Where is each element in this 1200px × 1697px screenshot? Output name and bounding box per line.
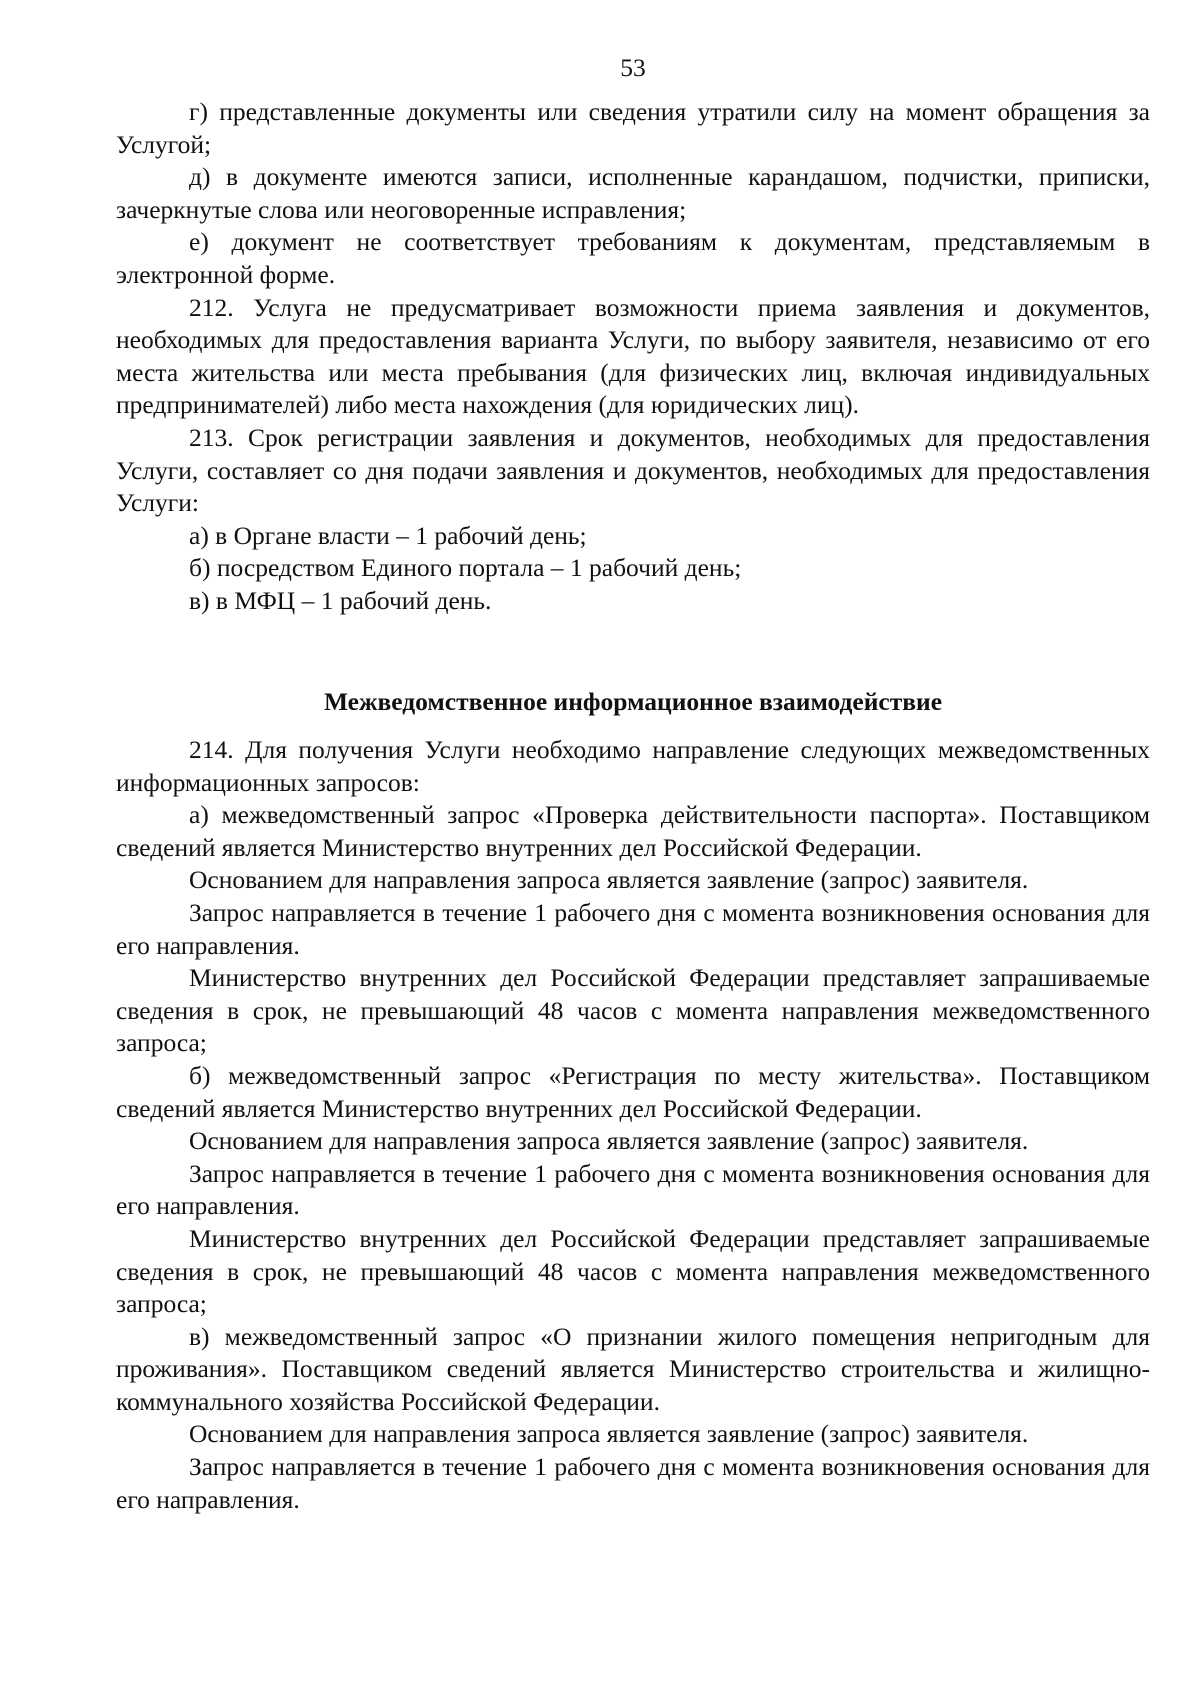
paragraph-basis-v: Основанием для направления запроса является заявление (запрос) заявителя.: [189, 1419, 1029, 1449]
paragraph-213-item-a: а) в Органе власти – 1 рабочий день;: [189, 520, 587, 550]
paragraph-response-b: Министерство внутренних дел Российской Федерации представляет запрашиваемые сведения в срок, не превышающий 48 часов с момента направления межведомственного запроса;: [116, 1223, 1150, 1319]
section-heading: Межведомственное информационное взаимодействие: [323, 687, 943, 716]
paragraphs-before-heading: [116, 96, 1150, 618]
paragraph-213-item-v: в) в МФЦ – 1 рабочий день.: [189, 585, 492, 615]
paragraph-213: 213. Срок регистрации заявления и документов, необходимых для предоставления Услуги, составляет со дня подачи заявления и документов, необходимых для предоставления Услуги:: [116, 422, 1150, 518]
paragraph-212: 212. Услуга не предусматривает возможности приема заявления и документов, необходимых для предоставления варианта Услуги, по выбору заявителя, независимо от его места жительства или места пребывания (для физических лиц, включая индивидуальных предпринимателей) либо места нахождения (для юридических лиц).: [116, 292, 1150, 420]
paragraph-214-item-b: б) межведомственный запрос «Регистрация по месту жительства». Поставщиком сведений является Министерство внутренних дел Российской Федерации.: [116, 1060, 1150, 1123]
page-number: 53: [620, 53, 646, 82]
paragraph-item-g: г) представленные документы или сведения утратили силу на момент обращения за Услугой;: [116, 97, 1150, 159]
paragraph-response-a: Министерство внутренних дел Российской Федерации представляет запрашиваемые сведения в срок, не превышающий 48 часов с момента направления межведомственного запроса;: [116, 963, 1150, 1058]
paragraph-214-item-a: а) межведомственный запрос «Проверка действительности паспорта». Поставщиком сведений является Министерство внутренних дел Российской Федерации.: [116, 800, 1150, 862]
paragraph-timing-b: Запрос направляется в течение 1 рабочего дня с момента возникновения основания для его направления.: [116, 1158, 1150, 1221]
paragraph-basis-a: Основанием для направления запроса является заявление (запрос) заявителя.: [189, 865, 1029, 895]
paragraphs-after-heading: [116, 734, 1150, 1516]
paragraph-214-item-v: в) межведомственный запрос «О признании жилого помещения непригодным для проживания». Поставщиком сведений является Министерство строительства и жилищно-коммунального хозяйства Российской Федерации.: [116, 1321, 1150, 1416]
paragraph-item-e: е) документ не соответствует требованиям к документам, представляемым в электронной форме.: [116, 227, 1150, 289]
paragraph-timing-a: Запрос направляется в течение 1 рабочего дня с момента возникновения основания для его направления.: [116, 897, 1150, 960]
paragraph-213-item-b: б) посредством Единого портала – 1 рабочий день;: [189, 553, 742, 583]
paragraph-item-d: д) в документе имеются записи, исполненные карандашом, подчистки, приписки, зачеркнутые слова или неоговоренные исправления;: [116, 162, 1150, 224]
paragraph-timing-v: Запрос направляется в течение 1 рабочего дня с момента возникновения основания для его направления.: [116, 1452, 1150, 1514]
paragraph-214: 214. Для получения Услуги необходимо направление следующих межведомственных информационных запросов:: [116, 735, 1150, 797]
paragraph-basis-b: Основанием для направления запроса является заявление (запрос) заявителя.: [189, 1126, 1029, 1156]
